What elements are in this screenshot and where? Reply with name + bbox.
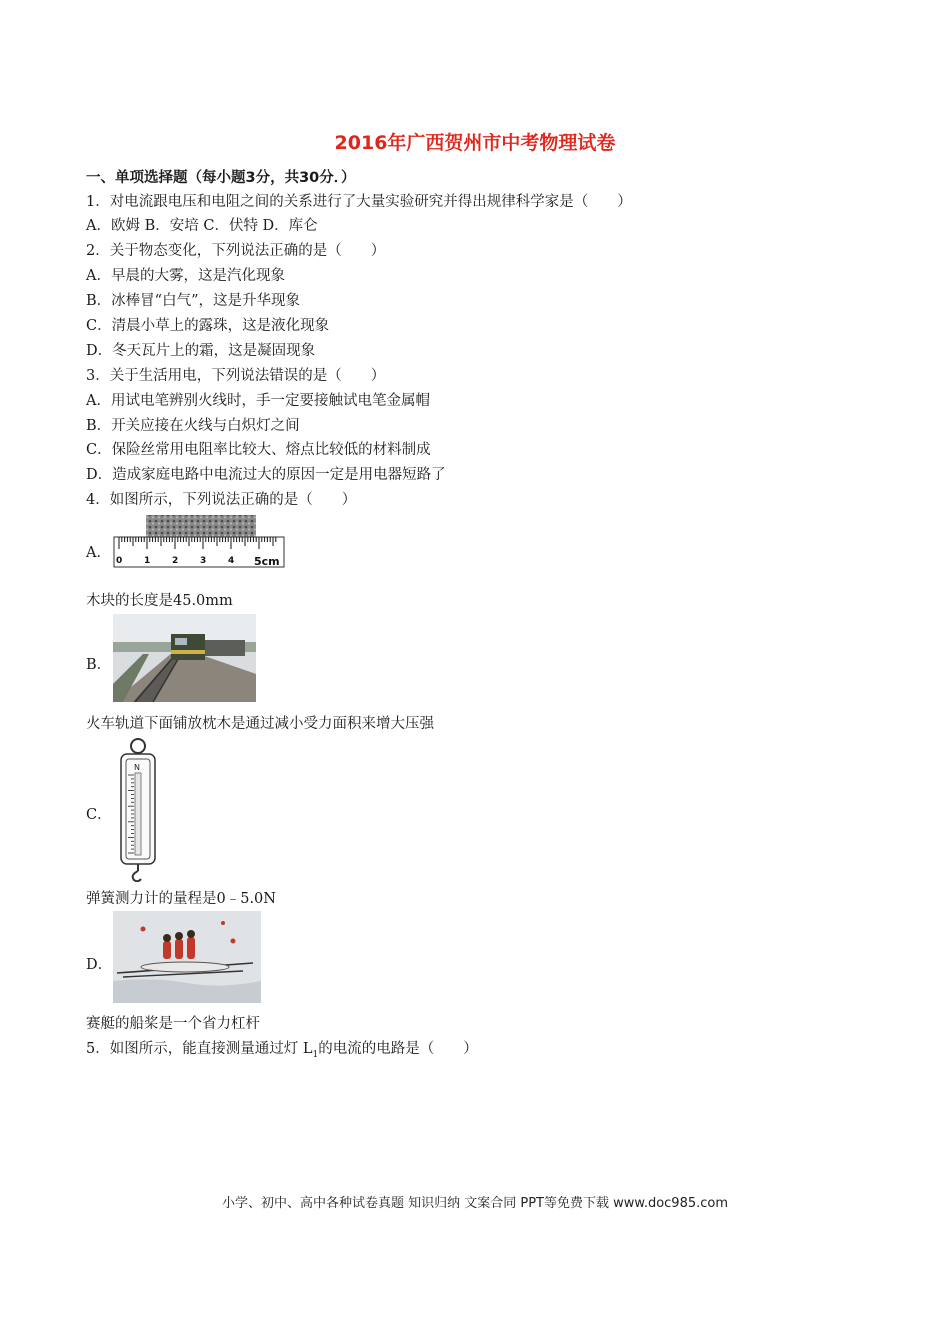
- question-4-option-c-text: 弹簧测力计的量程是0﹣5.0N: [86, 891, 276, 907]
- ruler-tick-2: 2: [172, 556, 179, 566]
- ruler-tick-1: 1: [144, 556, 151, 566]
- question-4-option-a-text: 木块的长度是45.0mm: [86, 593, 233, 609]
- question-4-option-d-text: 赛艇的船桨是一个省力杠杆: [86, 1016, 260, 1032]
- ruler-tick-0: 0: [116, 556, 123, 566]
- scale-unit-letter: N: [134, 763, 140, 772]
- question-2-option-d: D．冬天瓦片上的霜，这是凝固现象: [86, 343, 316, 359]
- ruler-tick-5: 5cm: [254, 555, 280, 568]
- question-4-option-c-label: C．: [86, 807, 112, 823]
- question-3-option-d: D．造成家庭电路中电流过大的原因一定是用电器短路了: [86, 467, 446, 483]
- question-1-stem: 1．对电流跟电压和电阻之间的关系进行了大量实验研究并得出规律科学家是（ ）: [86, 194, 632, 210]
- question-3-option-b: B．开关应接在火线与白炽灯之间: [86, 418, 300, 434]
- question-3-option-c: C．保险丝常用电阻率比较大、熔点比较低的材料制成: [86, 442, 431, 458]
- ruler-tick-3: 3: [200, 556, 207, 566]
- spring-scale-image: [113, 737, 163, 882]
- question-2-stem: 2．关于物态变化，下列说法正确的是（ ）: [86, 243, 386, 259]
- question-1-options: A．欧姆 B．安培 C．伏特 D．库仑: [86, 218, 318, 234]
- rowing-photo: [113, 911, 261, 1003]
- page-footer: 小学、初中、高中各种试卷真题 知识归纳 文案合同 PPT等免费下载 www.doc985.com: [221, 1196, 729, 1211]
- question-4-option-a-label: A．: [86, 545, 111, 561]
- wood-block: [146, 515, 256, 537]
- question-2-option-a: A．早晨的大雾，这是汽化现象: [86, 268, 285, 284]
- question-2-option-b: B．冰棒冒“白气”，这是升华现象: [86, 293, 300, 309]
- question-4-option-b-label: B．: [86, 657, 112, 673]
- question-5-stem: 5．如图所示，能直接测量通过灯 $L_1$的电流的电路是（ ）: [86, 1041, 478, 1060]
- question-3-option-a: A．用试电笔辨别火线时，手一定要接触试电笔金属帽: [86, 393, 430, 409]
- question-2-option-c: C．清晨小草上的露珠，这是液化现象: [86, 318, 330, 334]
- ruler-image: [112, 513, 287, 571]
- question-4-stem: 4．如图所示，下列说法正确的是（ ）: [86, 492, 357, 508]
- train-photo: [113, 614, 256, 702]
- question-3-stem: 3．关于生活用电，下列说法错误的是（ ）: [86, 368, 386, 384]
- question-4-option-d-label: D．: [86, 957, 113, 973]
- ruler-tick-4: 4: [228, 556, 235, 566]
- page-title: 2016年广西贺州市中考物理试卷: [334, 132, 616, 154]
- question-4-option-b-text: 火车轨道下面铺放枕木是通过减小受力面积来增大压强: [86, 716, 434, 732]
- section-heading: 一、单项选择题（每小题3分，共30分．）: [86, 170, 356, 186]
